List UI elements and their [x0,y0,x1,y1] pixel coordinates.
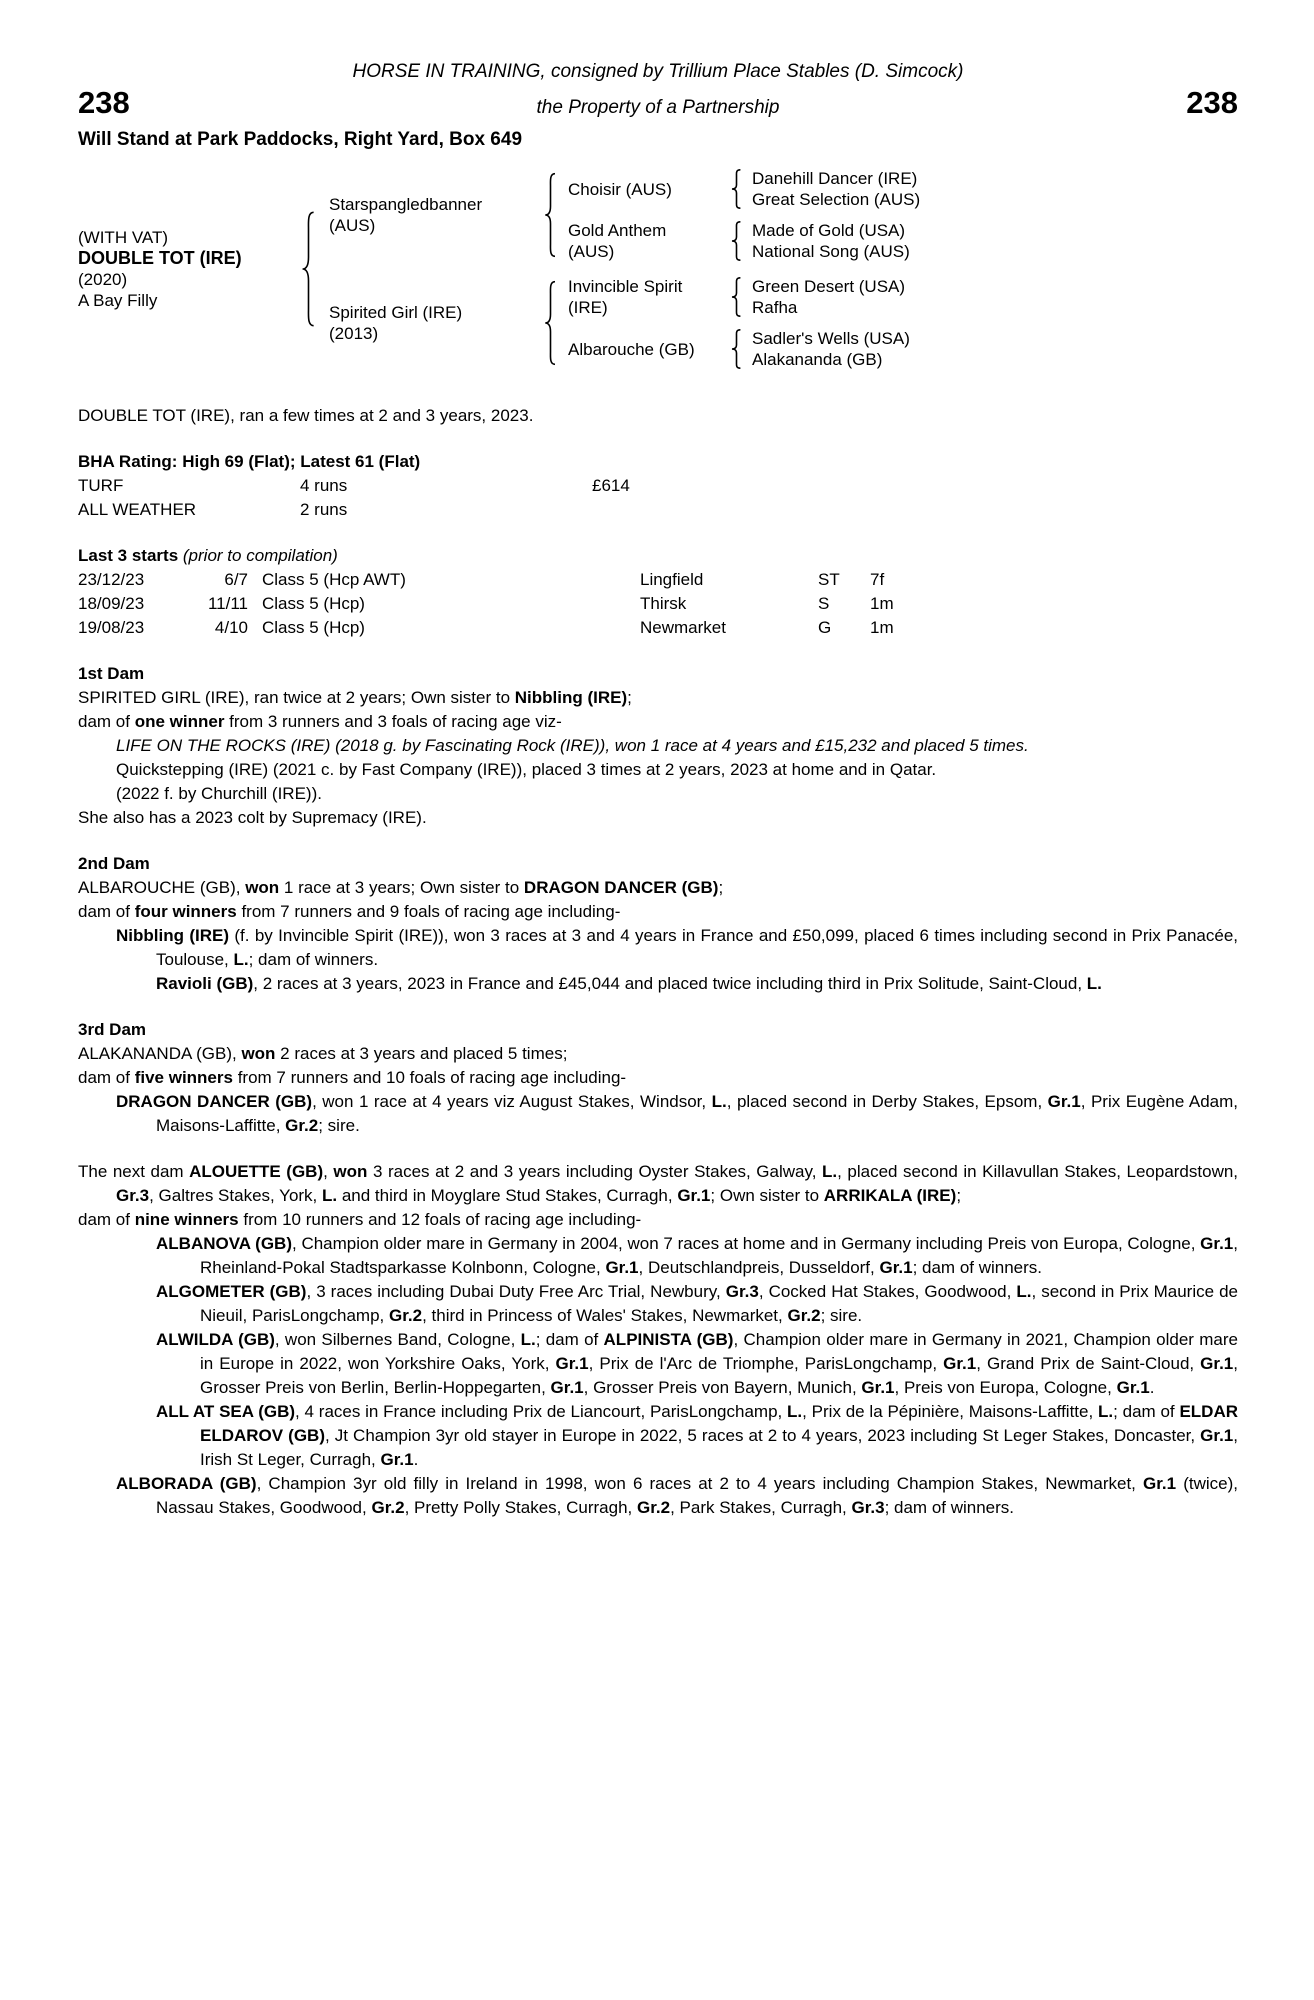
great-grandparent: Danehill Dancer (IRE) [752,169,918,188]
sire-name-line1: Starspangledbanner [329,195,483,214]
start-date: 18/09/23 [78,594,145,613]
start-race: Class 5 (Hcp) [262,618,365,637]
race-summary: DOUBLE TOT (IRE), ran a few times at 2 and 3 years, 2023. [78,406,534,425]
produce-record: ALGOMETER (GB), 3 races including Dubai Duty Free Arc Trial, Newbury, Gr.3, Cocked Hat Stakes, Goodwood, L., second in Prix Maurice de Nieuil, ParisLongchamp, Gr.2, third in Princess of Wales' Stakes, Newmarket, Gr.2; sire. [156,1282,1238,1325]
bha-rating-section [78,450,1238,522]
start-row [78,568,1238,592]
grandsire-name [558,179,730,200]
lot-number-right: 238 [1186,85,1238,120]
surface-earnings: £614 [592,476,630,495]
great-grandparent: Alakananda (GB) [752,350,883,369]
race-summary-section [78,404,1238,428]
great-grandparent: Made of Gold (USA) [752,221,906,240]
vat-note: (WITH VAT) [78,228,169,247]
great-grandparents [743,168,920,210]
brace-icon [543,280,558,366]
start-course: Lingfield [640,570,704,589]
horse-name: DOUBLE TOT (IRE) [78,248,242,268]
sire-name-line2: (AUS) [329,216,376,235]
property-line: the Property of a Partnership [536,97,780,118]
stand-location-line: Will Stand at Park Paddocks, Right Yard, Box 649 [78,129,523,150]
lot-number-left: 238 [78,85,130,120]
horse-description: A Bay Filly [78,291,158,310]
surface-runs: 2 runs [300,500,348,519]
granddam-name [558,220,730,262]
start-course: Thirsk [640,594,687,613]
sire-name [317,194,543,236]
damsire-line2: (IRE) [568,298,608,317]
granddam-line2: (AUS) [568,242,615,261]
great-grandparent: Green Desert (USA) [752,277,906,296]
start-course: Newmarket [640,618,726,637]
dam-produce-intro: dam of five winners from 7 runners and 10 foals of racing age including- [78,1068,627,1087]
first-dam-section [78,662,1238,830]
start-position: 11/11 [207,594,248,613]
granddam-family [558,220,1238,262]
granddam-line1: Gold Anthem [568,221,667,240]
produce-record: Quickstepping (IRE) (2021 c. by Fast Company (IRE)), placed 3 times at 2 years, 2023 at home and in Qatar. [116,760,937,779]
produce-record: ALBANOVA (GB), Champion older mare in Germany in 2004, won 7 races at home and in Germany including Preis von Europa, Cologne, Gr.1, Rheinland-Pokal Stadtsparkasse Kolnbonn, Cologne, Gr.1, Deutschlandpreis, Dusseldorf, Gr.1; dam of winners. [156,1234,1238,1277]
start-date: 23/12/23 [78,570,145,589]
sire-branch [317,168,1238,262]
second-dam-heading: 2nd Dam [78,854,150,873]
pedigree-table [78,168,1238,370]
great-grandparents [743,276,905,318]
produce-record: ALBORADA (GB), Champion 3yr old filly in Ireland in 1998, won 6 races at 2 to 4 years including Champion Stakes, Newmarket, Gr.1 (twice), Nassau Stakes, Goodwood, Gr.2, Pretty Polly Stakes, Curragh, Gr.2, Park Stakes, Curragh, Gr.3; dam of winners. [116,1474,1238,1517]
third-dam-section [78,1018,1238,1138]
brace-icon [543,172,558,258]
surface-record-row [78,498,1238,522]
surface-record-row [78,474,1238,498]
dam-produce-intro: dam of one winner from 3 runners and 3 foals of racing age viz- [78,712,562,731]
grandsire-line1: Choisir (AUS) [568,179,672,199]
dam-summary: SPIRITED GIRL (IRE), ran twice at 2 years; Own sister to Nibbling (IRE); [78,688,632,707]
consignor-line: HORSE IN TRAINING, consigned by Trillium Place Stables (D. Simcock) [352,61,964,82]
page-header [78,60,1238,152]
start-going: G [818,618,832,637]
great-grandparent: Sadler's Wells (USA) [752,329,910,348]
second-dam-line1: Albarouche (GB) [568,339,695,359]
third-dam-heading: 3rd Dam [78,1020,147,1039]
dam-name-line1: Spirited Girl (IRE) [329,303,463,322]
dam-families [558,276,1238,370]
last-starts-section [78,544,1238,640]
produce-record: Ravioli (GB), 2 races at 3 years, 2023 in France and £45,044 and placed twice including third in Prix Solitude, Saint-Cloud, L. [156,974,1102,993]
start-position: 4/10 [214,618,248,637]
produce-record: ALWILDA (GB), won Silbernes Band, Cologne, L.; dam of ALPINISTA (GB), Champion older mare in Germany in 2021, Champion older mare in Europe in 2022, won Yorkshire Oaks, York, Gr.1, Prix de l'Arc de Triomphe, ParisLongchamp, Gr.1, Grand Prix de Saint-Cloud, Gr.1, Grosser Preis von Berlin, Berlin-Hoppegarten, Gr.1, Grosser Preis von Bayern, Munich, Gr.1, Preis von Europa, Cologne, Gr.1. [156,1330,1238,1397]
second-dam-family [558,328,1238,370]
brace-icon [730,329,743,369]
brace-icon [730,277,743,317]
start-row [78,616,1238,640]
dam-produce-intro: dam of nine winners from 10 runners and 12 foals of racing age including- [78,1210,642,1229]
produce-record: DRAGON DANCER (GB), won 1 race at 4 years viz August Stakes, Windsor, L., placed second in Derby Stakes, Epsom, Gr.1, Prix Eugène Adam, Maisons-Laffitte, Gr.2; sire. [116,1092,1239,1135]
great-grandparents [743,328,910,370]
produce-record: (2022 f. by Churchill (IRE)). [116,784,322,803]
grandsire-family [558,168,1238,210]
dam-produce-intro: dam of four winners from 7 runners and 9 foals of racing age including- [78,902,621,921]
start-race: Class 5 (Hcp) [262,594,365,613]
damsire-family [558,276,1238,318]
dam-name-line2: (2013) [329,324,379,343]
damsire-line1: Invincible Spirit [568,277,683,296]
dam-summary: ALBAROUCHE (GB), won 1 race at 3 years; Own sister to DRAGON DANCER (GB); [78,878,724,897]
start-distance: 1m [870,594,894,613]
second-dam-section [78,852,1238,996]
start-position: 6/7 [224,570,248,589]
great-grandparent: National Song (AUS) [752,242,910,261]
dam-summary: ALAKANANDA (GB), won 2 races at 3 years and placed 5 times; [78,1044,568,1063]
start-race: Class 5 (Hcp AWT) [262,570,406,589]
foaling-year: (2020) [78,270,128,289]
sire-families [558,168,1238,262]
great-grandparents [743,220,910,262]
start-going: S [818,594,830,613]
dam-branch [317,276,1238,370]
surface-earnings [592,498,1238,522]
start-date: 19/08/23 [78,618,145,637]
start-distance: 1m [870,618,894,637]
great-grandparent: Rafha [752,298,798,317]
damsire-name [558,276,730,318]
next-dam-summary: The next dam ALOUETTE (GB), won 3 races at 2 and 3 years including Oyster Stakes, Galway, L., placed second in Killavullan Stakes, Leopardstown, Gr.3, Galtres Stakes, York, L. and third in Moyglare Stud Stakes, Curragh, Gr.1; Own sister to ARRIKALA (IRE); [78,1162,1239,1205]
great-grandparent: Great Selection (AUS) [752,190,921,209]
brace-icon [300,210,317,328]
first-dam-heading: 1st Dam [78,664,145,683]
second-dam-name [558,339,730,360]
bha-rating: BHA Rating: High 69 (Flat); Latest 61 (Flat) [78,452,421,471]
pedigree-branches [317,168,1238,370]
surface-label: ALL WEATHER [78,500,197,519]
lot-row [78,86,1238,120]
start-going: ST [818,570,840,589]
surface-runs: 4 runs [300,476,348,495]
produce-record: Nibbling (IRE) (f. by Invincible Spirit (IRE)), won 3 races at 3 and 4 years in France and £50,099, placed 6 times including second in Prix Panacée, Toulouse, L.; dam of winners. [116,926,1238,969]
dam-name [317,302,543,344]
subject-horse-block [78,227,300,311]
start-distance: 7f [870,570,885,589]
produce-record: LIFE ON THE ROCKS (IRE) (2018 g. by Fascinating Rock (IRE)), won 1 race at 4 years and £15,232 and placed 5 times. [116,736,1029,755]
produce-record: ALL AT SEA (GB), 4 races in France including Prix de Liancourt, ParisLongchamp, L., Prix de la Pépinière, Maisons-Laffitte, L.; dam of ELDAR ELDAROV (GB), Jt Champion 3yr old stayer in Europe in 2022, 5 races at 2 to 4 years, 2023 including St Leger Stakes, Doncaster, Gr.1, Irish St Leger, Curragh, Gr.1. [156,1402,1239,1469]
brace-icon [730,169,743,209]
last-starts-heading: Last 3 starts (prior to compilation) [78,546,338,565]
brace-icon [730,221,743,261]
start-row [78,592,1238,616]
next-dam-section [78,1160,1238,1520]
surface-label: TURF [78,476,124,495]
dam-note: She also has a 2023 colt by Supremacy (IRE). [78,808,427,827]
